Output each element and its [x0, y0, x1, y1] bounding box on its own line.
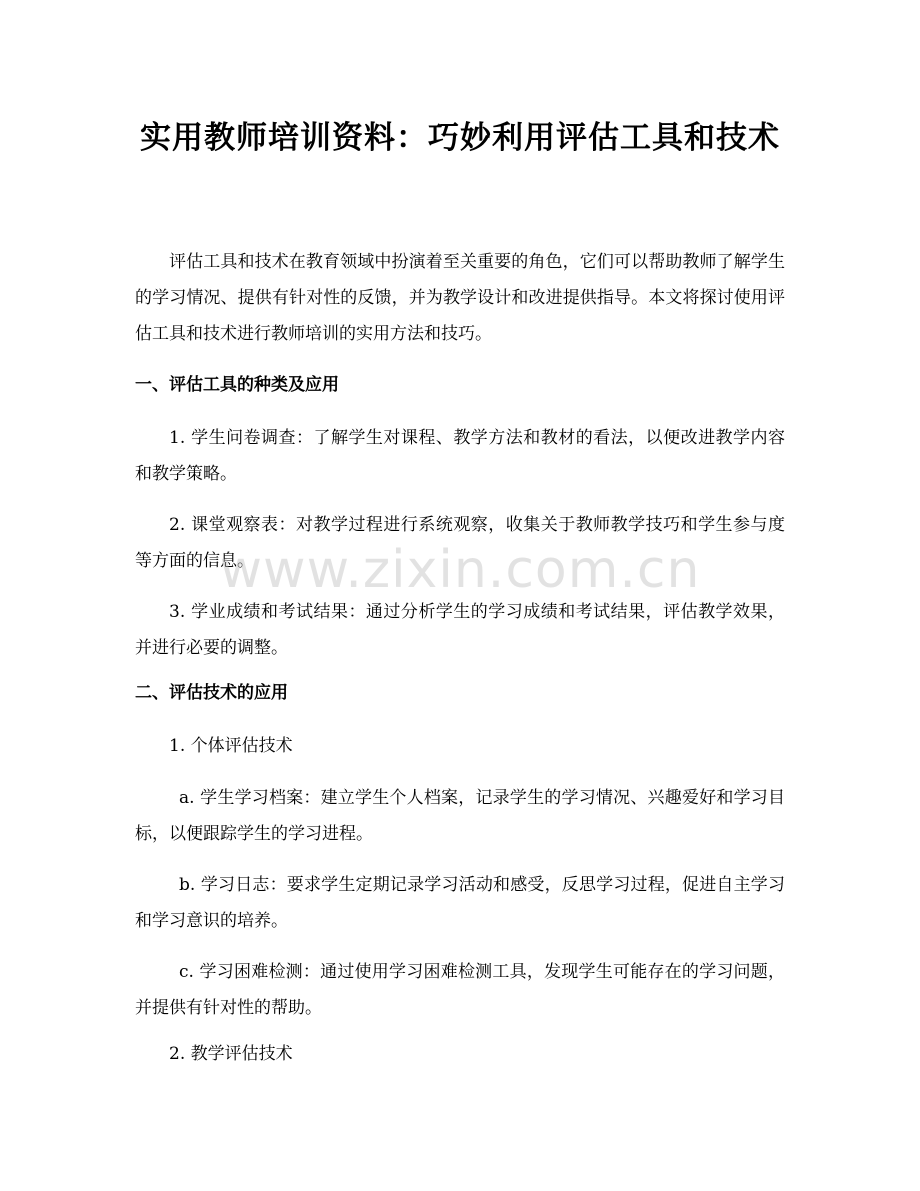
section-heading-techniques: 二、评估技术的应用 — [135, 683, 288, 703]
watermark: www.zixin.com.cn — [219, 540, 701, 600]
list-item-portfolio: a. 学生学习档案：建立学生个人档案，记录学生的学习情况、兴趣爱好和学习目标，以便跟踪学生的学习进程。 — [135, 788, 785, 844]
list-item-grades: 3. 学业成绩和考试结果：通过分析学生的学习成绩和考试结果，评估教学效果，并进行必要的调整。 — [135, 602, 785, 658]
list-item-difficulty: c. 学习困难检测：通过使用学习困难检测工具，发现学生可能存在的学习问题，并提供有针对性的帮助。 — [135, 962, 785, 1018]
subheading-teaching: 2. 教学评估技术 — [169, 1044, 293, 1064]
list-item-observation: 2. 课堂观察表：对教学过程进行系统观察，收集关于教师教学技巧和学生参与度等方面的信息。 — [135, 515, 785, 571]
list-item-questionnaire: 1. 学生问卷调查：了解学生对课程、教学方法和教材的看法，以便改进教学内容和教学策略。 — [135, 428, 785, 484]
section-heading-tools: 一、评估工具的种类及应用 — [135, 375, 339, 395]
subheading-individual: 1. 个体评估技术 — [169, 736, 293, 756]
list-item-journal: b. 学习日志：要求学生定期记录学习活动和感受，反思学习过程，促进自主学习和学习意识的培养。 — [135, 875, 785, 931]
document-title: 实用教师培训资料：巧妙利用评估工具和技术 — [140, 120, 780, 156]
intro-paragraph: 评估工具和技术在教育领域中扮演着至关重要的角色，它们可以帮助教师了解学生的学习情况、提供有针对性的反馈，并为教学设计和改进提供指导。本文将探讨使用评估工具和技术进行教师培训的实用方法和技巧。 — [135, 252, 785, 344]
